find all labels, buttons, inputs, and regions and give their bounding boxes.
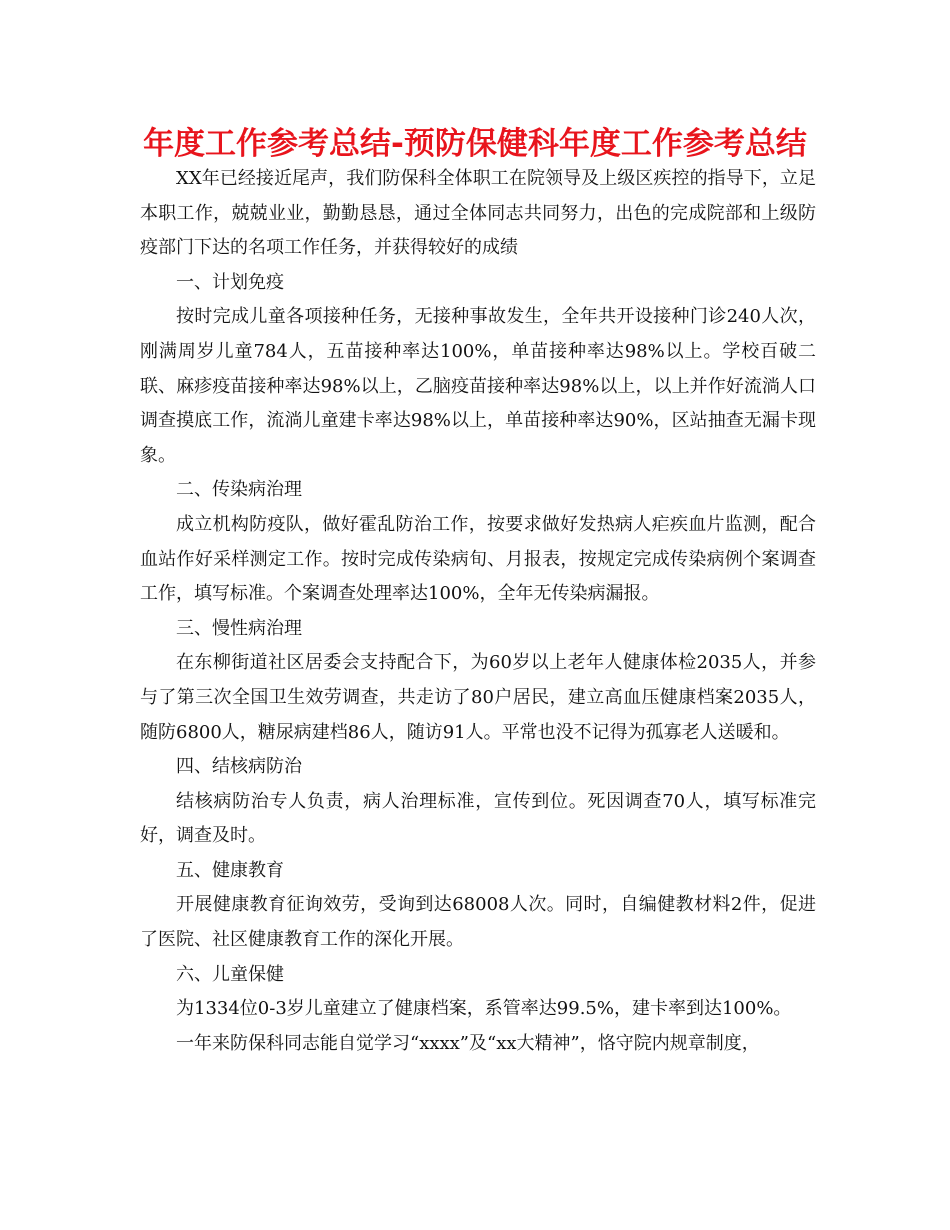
intro-paragraph: XX年已经接近尾声，我们防保科全体职工在院领导及上级区疾控的指导下，立足本职工作，兢兢业业，勤勤恳恳，通过全体同志共同努力，出色的完成院部和上级防疫部门下达的名项工作任务，并获得较好的成绩	[140, 168, 816, 259]
section-text-health-education: 开展健康教育征询效劳，受询到达68008人次。同时，自编健教材料2件，促进了医院、社区健康教育工作的深化开展。	[140, 894, 816, 951]
section-heading-child-health: 六、儿童保健	[176, 963, 284, 985]
section-heading-immunization: 一、计划免疫	[176, 271, 284, 293]
section-text-tuberculosis: 结核病防治专人负责，病人治理标准，宣传到位。死因调查70人，填写标准完好，调查及时。	[140, 790, 816, 847]
section-text-child-health: 为1334位0-3岁儿童建立了健康档案，系管率达99.5%，建卡率到达100%。	[176, 998, 792, 1020]
section-heading-infectious-disease: 二、传染病治理	[176, 479, 302, 501]
document-body	[140, 162, 816, 1061]
section-text-chronic-disease: 在东柳街道社区居委会支持配合下，为60岁以上老年人健康体检2035人，并参与了第三次全国卫生效劳调查，共走访了80户居民，建立高血压健康档案2035人，随防6800人，糖尿病建档86人，随访91人。平常也没不记得为孤寡老人送暖和。	[140, 652, 816, 743]
document-title: 年度工作参考总结-预防保健科年度工作参考总结	[143, 126, 807, 162]
section-text-immunization: 按时完成儿童各项接种任务，无接种事故发生，全年共开设接种门诊240人次，刚满周岁儿童784人，五苗接种率达100%，单苗接种率达98%以上。学校百破二联、麻疹疫苗接种率达98%以上，乙脑疫苗接种率达98%以上，以上并作好流淌人口调查摸底工作，流淌儿童建卡率达98%以上，单苗接种率达90%，区站抽查无漏卡现象。	[140, 306, 816, 466]
section-heading-tuberculosis: 四、结核病防治	[176, 756, 302, 778]
section-text-infectious-disease: 成立机构防疫队，做好霍乱防治工作，按要求做好发热病人疟疾血片监测，配合血站作好采样测定工作。按时完成传染病旬、月报表，按规定完成传染病例个案调查工作，填写标准。个案调查处理率达100%，全年无传染病漏报。	[140, 513, 816, 605]
section-heading-chronic-disease: 三、慢性病治理	[176, 617, 302, 639]
section-heading-health-education: 五、健康教育	[176, 859, 284, 881]
closing-paragraph: 一年来防保科同志能自觉学习“xxxx”及“xx大精神”，恪守院内规章制度，	[176, 1032, 760, 1054]
